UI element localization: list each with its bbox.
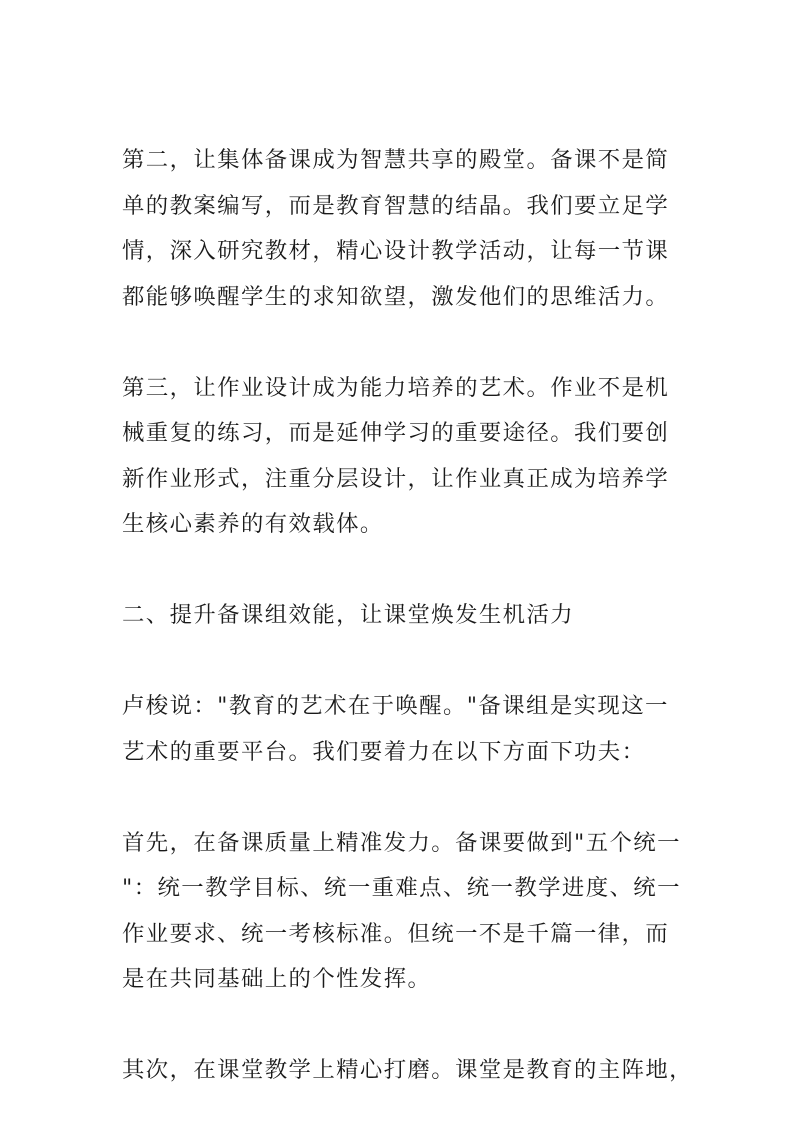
text-line: 是在共同基础上的个性发挥。 [122, 966, 432, 992]
text-line: 新作业形式，注重分层设计，让作业真正成为培养学 [122, 465, 670, 492]
text-line: 第三，让作业设计成为能力培养的艺术。作业不是机 [122, 374, 670, 401]
paragraph-rousseau-quote [122, 684, 682, 775]
text-line: 作业要求、统一考核标准。但统一不是千篇一律，而 [122, 920, 670, 947]
text-line: 其次，在课堂教学上精心打磨。课堂是教育的主阵地， [122, 1057, 693, 1083]
text-line: 第二，让集体备课成为智慧共享的殿堂。备课不是简 [122, 147, 670, 173]
text-line: 单的教案编写，而是教育智慧的结晶。我们要立足学 [122, 192, 670, 219]
text-line: "：统一教学目标、统一重难点、统一教学进度、统一 [122, 875, 681, 901]
paragraph-second-focus [122, 1048, 693, 1094]
document-body [122, 138, 693, 1094]
text-line: 情，深入研究教材，精心设计教学活动，让每一节课 [122, 238, 670, 264]
text-line: 艺术的重要平台。我们要着力在以下方面下功夫： [122, 738, 646, 765]
text-line: 械重复的练习，而是延伸学习的重要途径。我们要创 [122, 420, 670, 446]
text-line: 生核心素养的有效载体。 [122, 511, 384, 537]
section-heading [122, 593, 682, 639]
paragraph-third-point [122, 366, 682, 548]
text-line: 首先，在备课质量上精准发力。备课要做到"五个统一 [122, 829, 681, 856]
heading-line: 二、提升备课组效能，让课堂焕发生机活力 [122, 602, 575, 628]
text-line: 都能够唤醒学生的求知欲望，激发他们的思维活力。 [122, 283, 670, 310]
text-line: 卢梭说："教育的艺术在于唤醒。"备课组是实现这一 [122, 693, 669, 719]
paragraph-first-focus [122, 821, 682, 1003]
paragraph-second-point [122, 138, 682, 320]
